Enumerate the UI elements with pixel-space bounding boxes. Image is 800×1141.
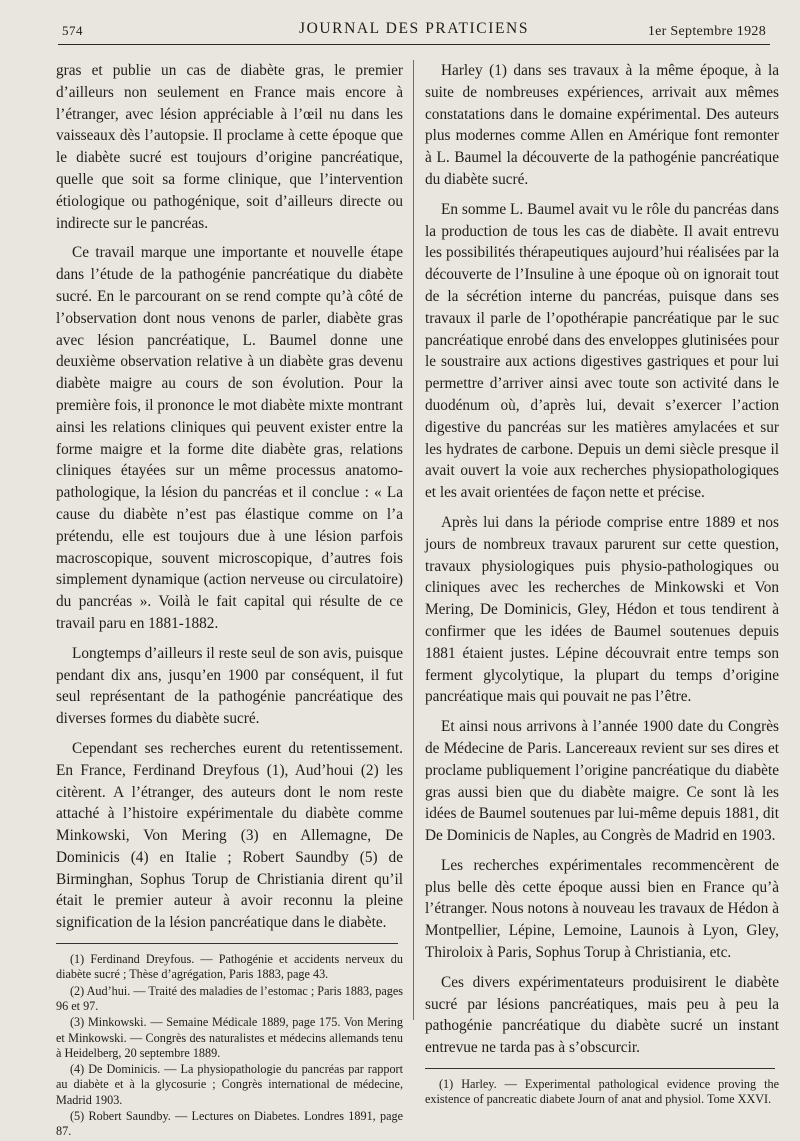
footnote-2: (2) Aud’hui. — Traité des maladies de l’estomac ; Paris 1883, pages 96 et 97. [56, 983, 403, 1013]
page-number: 574 [62, 23, 83, 38]
right-paragraph-5: Les recherches expérimentales recommencèrent de plus belle dès cette époque aussi bien en France qu’à l’étranger. Nous notons à nouveau les travaux de Hédon à Montpellier, Lépine, Lemoine, Launois à Lyon, Gley, Thiroloix à Paris, Sophus Torup à Christiania, etc. [425, 856, 779, 962]
left-paragraph-4: Cependant ses recherches eurent du retentissement. En France, Ferdinand Dreyfous (1), Aud’houi (2) les citèrent. A l’étranger, des auteurs dont le nom reste attaché à l’histoire expérimentale du diabète comme Minkowski, Von Mering (3) en Allemagne, De Dominicis (4) en Italie ; Robert Saundby (5) de Birminghan, Sophus Torup de Christiania dirent qu’il était le premier auteur à avoir reconnu la pleine signification de la lésion pancréatique dans le diabète. [56, 739, 403, 932]
right-column [425, 60, 779, 1109]
left-paragraph-3: Longtemps d’ailleurs il reste seul de son avis, puisque pendant dix ans, jusqu’en 1900 par conséquent, il fut seul représentant de la pathogénie pancréatique des diverses formes du diabète sucré. [56, 644, 403, 728]
right-paragraph-4: Et ainsi nous arrivons à l’année 1900 date du Congrès de Médecine de Paris. Lancereaux revient sur ses dires et proclame publiquement l’origine pancréatique du diabète gras aussi bien que du diabète maigre. Ce sont là les idées de Baumel soutenues par lui-même depuis 1881, dit De Dominicis de Naples, au Congrès de Madrid en 1903. [425, 718, 779, 845]
page-header [58, 20, 770, 45]
footnote-5: (5) Robert Saundby. — Lectures on Diabetes. Londres 1891, page 87. [56, 1109, 403, 1139]
right-paragraph-3: Après lui dans la période comprise entre 1889 et nos jours de nombreux travaux parurent sur cette question, travaux physiologiques puis physio-pathologiques ou cliniques avec les recherches de Minkowski et Von Mering, De Dominicis, Gley, Hédon et tous tendirent à confirmer que les idées de Baumel soutenues depuis 1881 étaient justes. Lépine découvrait entre temps son ferment glycolytique, la plupart du temps d’origine pancréatique mais qui pouvait ne pas l’être. [425, 513, 779, 706]
journal-title: JOURNAL DES PRATICIENS [298, 20, 530, 37]
left-column [56, 60, 403, 1141]
footnote-right-1: (1) Harley. — Experimental pathological evidence proving the existence of pancreatic diabete Journ of anat and physiol. Tome XXVI. [425, 1077, 779, 1107]
footnote-rule-right [425, 1068, 775, 1069]
footnote-1: (1) Ferdinand Dreyfous. — Pathogénie et accidents nerveux du diabète sucré ; Thèse d’agrégation, Paris 1883, page 43. [56, 952, 403, 982]
right-paragraph-6: Ces divers expérimentateurs produisirent le diabète sucré par lésions pancréatiques, mais peu à peu la pathogénie pancréatique du diabète sucré un instant entrevue ne tarda pas à s’obscurcir. [425, 973, 779, 1057]
left-paragraph-2: Ce travail marque une importante et nouvelle étape dans l’étude de la pathogénie pancréatique du diabète sucré. En le parcourant on se rend compte qu’à côté de l’observation dont nous venons de parler, diabète gras avec lésion pancréatique, L. Baumel donne une deuxième observation relative à un diabète gras devenu diabète maigre au cours de son évolution. Pour la première fois, il prononce le mot diabète mixte montrant ainsi les relations cliniques qui peuvent exister entre la forme maigre et la forme dite diabète gras, relations cliniques étayées sur un même processus anatomo-pathologique, la lésion du pancréas et il conclue : « La cause du diabète n’est pas élastique comme on l’a prétendu, elle est toujours due à une lésion parfois macroscopique, souvent microscopique, d’autres fois simplement dynamique (action nerveuse ou circulatoire) du pancréas ». Voilà le fait capital qui résulte de ce travail paru en 1881-1882. [56, 244, 403, 632]
right-paragraph-2: En somme L. Baumel avait vu le rôle du pancréas dans la production de tous les cas de diabète. Il avait entrevu les possibilités thérapeutiques aujourd’hui réalisées par la découverte de l’Insuline à une époque où on ignorait tout de la sécrétion interne du pancréas, puisque dans ses travaux il parle de l’opothérapie pancréatique par le suc pancréatique enrobé dans des enveloppes glutinisées pour le soustraire aux actions digestives gastriques et pour lui permettre d’arriver ainsi avec toute son activité dans le duodénum où, d’après lui, devait s’exercer l’action digestive du pancréas sur les matières amylacées et sur les hydrates de carbone. Depuis un demi siècle presque il avait ouvert la voie aux recherches physiopathologiques et les avait orientées de façon nette et précise. [425, 200, 779, 502]
right-paragraph-1: Harley (1) dans ses travaux à la même époque, à la suite de nombreuses expériences, arrivait aux mêmes constatations dans le domaine expérimental. Des auteurs plus modernes comme Allen en Amérique font remonter à L. Baumel la découverte de la pathogénie pancréatique du diabète sucré. [425, 62, 779, 188]
footnote-3: (3) Minkowski. — Semaine Médicale 1889, page 175. Von Mering et Minkowski. — Congrès des naturalistes et médecins allemands tenu à Heidelberg, 20 septembre 1889. [56, 1015, 403, 1060]
left-paragraph-1: gras et publie un cas de diabète gras, le premier d’ailleurs non seulement en France mais encore à l’étranger, avec lésion appréciable à l’œil nu dans les vaisseaux dès l’autopsie. Il proclame à cette époque que le diabète sucré est toujours d’origine pancréatique, quelle que soit sa forme clinique, que l’intervention étiologique ou pathogénique, soit d’ailleurs directe ou indirecte sur le pancréas. [56, 62, 403, 232]
footnote-rule [56, 943, 398, 944]
column-divider [413, 60, 414, 1020]
footnote-4: (4) De Dominicis. — La physiopathologie du pancréas par rapport au diabète et à la glycosurie ; Congrès international de médecine, Madrid 1903. [56, 1062, 403, 1107]
issue-date: 1er Septembre 1928 [647, 24, 766, 39]
